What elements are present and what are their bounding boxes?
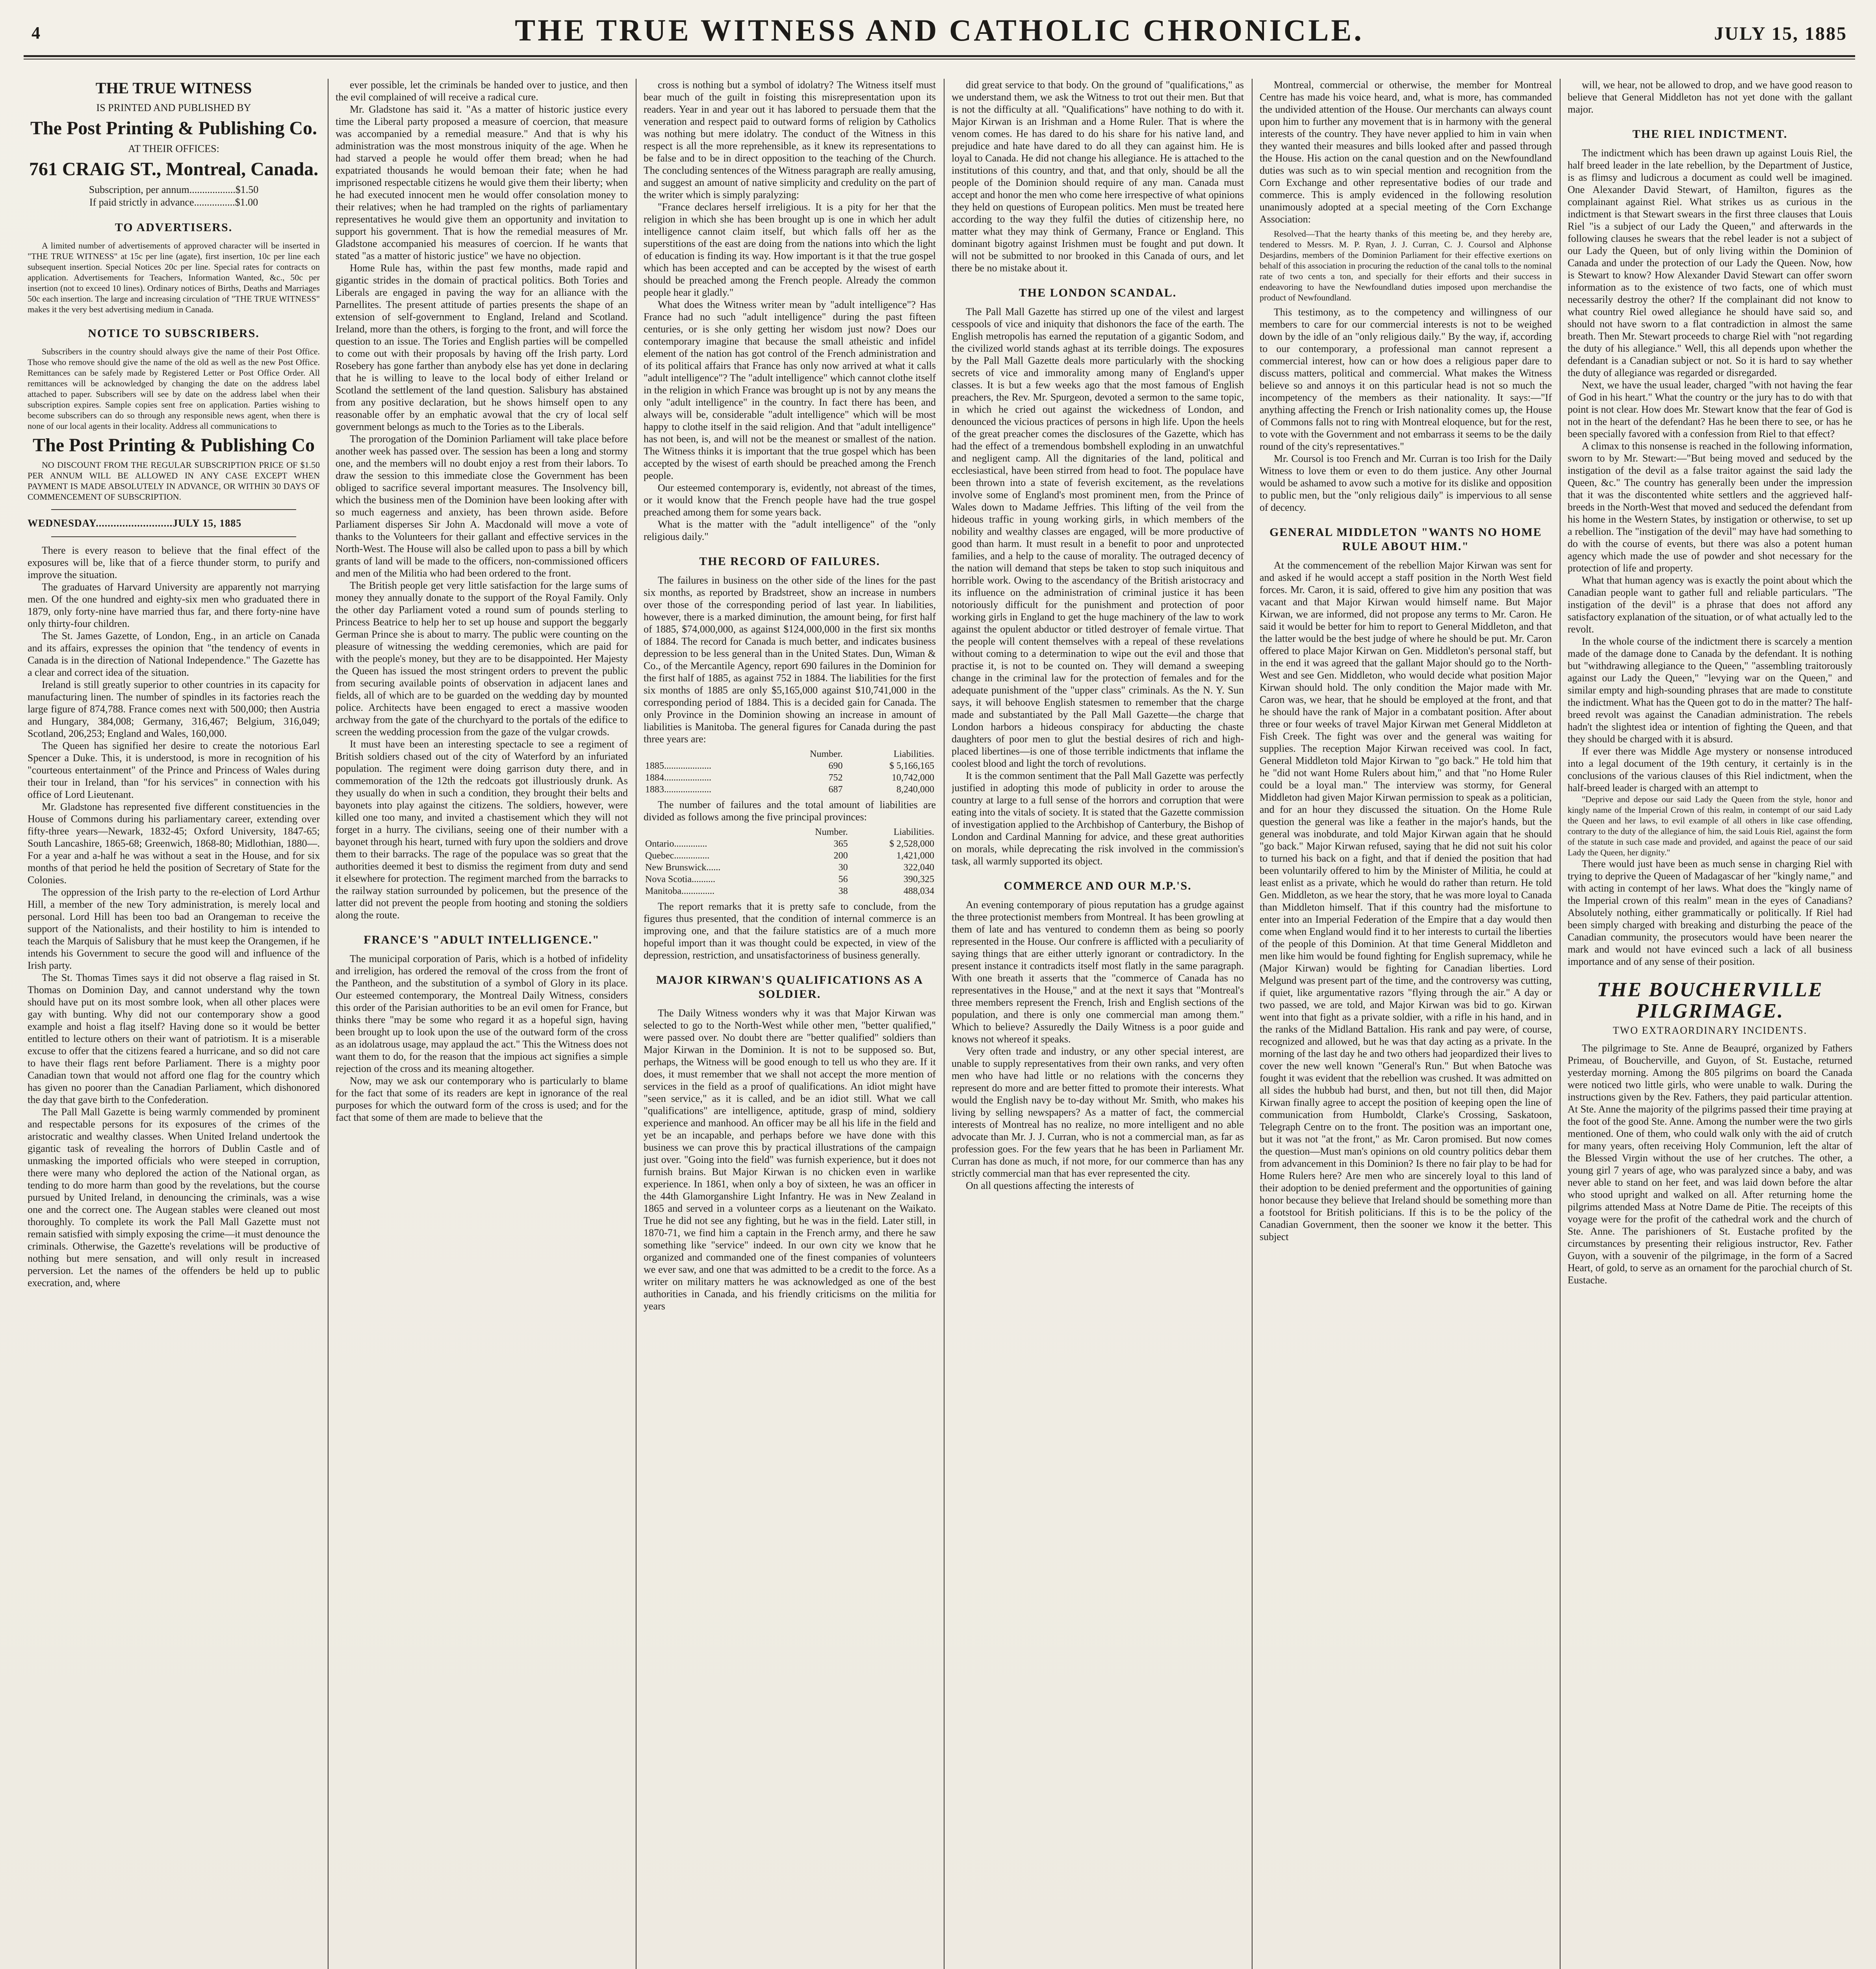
paragraph: It must have been an interesting spectacle to see a regiment of British soldiers chased out of the city of Waterford by an infuriated population. The regiment were doing garrison duty there, and in commemoration of the 12th the redcoats got illustriously drunk. As they usually do when in such a condition, they brought their belts and bayonets into play against the citizens. The soldiers, however, were killed one too many, and invited a chastisement which they will not forget in a hurry. The civilians, seeing one of their number with a bayonet through his heart, turned with fury upon the soldiers and drove them to their barracks. The rage of the populace was so great that the authorities deemed it best to dismiss the regiment from duty and send it elsewhere for protection. The regiment marched from the barracks to the railway station surrounded by policemen, but the presence of the latter did not prevent the people from hooting and stoning the soldiers along the route. xyxy=(336,738,628,921)
paragraph: There is every reason to believe that the final effect of the exposures will be, like that of a fierce thunder storm, to purify and improve the situation. xyxy=(28,545,320,580)
table-cell: Quebec............... xyxy=(645,851,710,861)
paragraph: did great service to that body. On the ground of "qualifications," as we understand them, we ask the Witness to trot out their men. But that is not the difficulty at all. "Qualifications" have nothing to do with it. Major Kirwan is an Irishman and a Home Ruler. That is where the venom comes. He has dared to do his share for his native land, and prejudice and hate have dared to do all they can against him. He is loyal to Canada. He did not change his allegiance. He is attached to the institutions of this country, and that, and that only, should be all the people of the Dominion should require of any man. Canada must accept and honor the men who come here irrespective of what opinions they held on questions of European politics. Men must be treated here according to the way they fulfil the duties of citizenship here, no matter what they may think of Germany, France or England. This dominant bigotry against Irishmen must be fought and put down. It will not be submitted to nor brooked in this Canada of ours, and let there be no mistake about it. xyxy=(952,79,1244,274)
column-3 xyxy=(644,79,936,1969)
table-cell: Ontario.............. xyxy=(645,839,707,849)
paragraph: Mr. Gladstone has represented five different constituencies in the House of Commons during his parliamentary career, extending over fifty-three years—Newark, 1832-45; Oxford University, 1847-65; South Lancashire, 1865-68; Greenwich, 1868-80; Midlothian, 1880—. For a year and a-half he was without a seat in the House, and for six months of that period he held the position of Secretary of State for the Colonies. xyxy=(28,801,320,886)
section-divider xyxy=(51,509,296,510)
paragraph: Ireland is still greatly superior to other countries in its capacity for manufacturing linen. The number of spindles in its factories reach the large figure of 874,788. France comes next with 500,000; then Austria and Hungary, 384,008; Germany, 316,467; Belgium, 316,049; Scotland, 206,253; England and Wales, 160,000. xyxy=(28,679,320,739)
column-6 xyxy=(1568,79,1852,1969)
paragraph: In the whole course of the indictment there is scarcely a mention made of the damage done to Canada by the defendant. It is nothing but "withdrawing allegiance to the Queen," "assembling traitorously against our Lady the Queen," "levying war on the Queen," and similar empty and high-sounding phrases that are made to constitute the indictment. What has the Queen got to do in the matter? The half-breed revolt was against the Canadian administration. The rebels hadn't the slightest idea or intention of fighting the Queen, and that they should be charged with it is absurd. xyxy=(1568,636,1852,745)
table-header-row xyxy=(644,748,936,760)
paragraph: The indictment which has been drawn up against Louis Riel, the half breed leader in the late rebellion, by the Department of Justice, is as flimsy and ludicrous a document as could well be imagined. One Alexander David Stewart, of Hamilton, figures as the complainant against Riel. What strikes us as curious in the indictment is that Stewart swears in the first three clauses that Louis Riel "is a subject of our Lady the Queen," and afterwards in the following clauses he swears that the rebel leader is not a subject of our Lady the Queen, but of only living within the Dominion of Canada and under the protection of our Lady the Queen. Now, how is Stewart to know? How Alexander David Stewart can offer sworn information as to the existence of two facts, one of which must necessarily destroy the other? If the complainant did not know to what country Riel owed allegiance he should have said so, and should not have sworn to a flat contradiction in almost the same breath. Then Mr. Stewart proceeds to charge Riel with "not regarding the duty of his allegiance." Well, this all depends upon whether the defendant is a Canadian subject or not. So it is hard to say whether the duty of allegiance was regarded or disregarded. xyxy=(1568,147,1852,378)
paragraph: The prorogation of the Dominion Parliament will take place before another week has passed over. The session has been a long and stormy one, and the members will no doubt enjoy a rest from their labors. To draw the session to this immediate close the Government has been obliged to sacrifice several important measures. The Insolvency bill, which the business men of the Dominion have been looking after with so much eagerness and anxiety, has been thrown aside. Before Parliament disperses Sir John A. Macdonald will move a vote of thanks to the Volunteers for their gallant and effective services in the North-West. The House will also be called upon to pass a bill by which grants of land will be made to the officers, non-commissioned officers and men of the Militia who had been ordered to the front. xyxy=(336,433,628,579)
paragraph: will, we hear, not be allowed to drop, and we have good reason to believe that General Middleton has not yet done with the gallant major. xyxy=(1568,79,1852,115)
table-row xyxy=(644,784,936,795)
table-cell: New Brunswick...... xyxy=(645,862,721,873)
article-heading: THE RIEL INDICTMENT. xyxy=(1632,128,1788,141)
masthead xyxy=(24,8,1855,71)
failures-table-years xyxy=(644,748,936,795)
paragraph: The municipal corporation of Paris, which is a hotbed of infidelity and irreligion, has ordered the removal of the cross from the front of the Pantheon, and the substitution of a symbol of Glory in its place. Our esteemed contemporary, the Montreal Daily Witness, considers this order of the Parisian authorities to be an evil omen for France, but thinks there "may be some who regard it as a hopeful sign, having been brought up to look upon the use of the outward form of the cross as an idolatrous usage, may applaud the act." This the Witness does not want them to do, for the reason that the impious act signifies a simple rejection of the cross and its meaning altogether. xyxy=(336,953,628,1074)
paragraph: The British people get very little satisfaction for the large sums of money they annually donate to the support of the Royal Family. Only the other day Parliament voted a round sum of pounds sterling to Princess Beatrice to help her to set up house and support the beggarly German Prince she is about to marry. The public were counting on the pleasure of witnessing the wedding ceremonies, which are paid for with the people's money, but they are to be disappointed. Her Majesty the Queen has issued the most stringent orders to prevent the public from securing available points of observation in adjacent lanes and fields, all of which are to be guarded on the wedding day by mounted police. Architects have been engaged to erect a massive wooden archway from the gate of the churchyard to the portals of the edifice to screen the wedding procession from the gaze of the vulgar crowds. xyxy=(336,580,628,738)
paragraph: The report remarks that it is pretty safe to conclude, from the figures thus presented, that the condition of internal commerce is an improving one, and that the failure statistics are of a much more hopeful import than it was thought could be expected, in view of the depression, restriction, and unsatisfactoriness of business generally. xyxy=(644,901,936,961)
table-cell: 687 xyxy=(828,784,843,795)
table-cell: 1884.................... xyxy=(645,773,711,783)
table-cell: Nova Scotia.......... xyxy=(645,874,715,884)
column-1 xyxy=(28,79,320,1969)
paragraph: The graduates of Harvard University are apparently not marrying men. Of the one hundred and eighty-six men who graduated there in 1879, only forty-nine have married thus far, and there forty-nine have only thirty-four children. xyxy=(28,581,320,629)
table-cell: 1885.................... xyxy=(645,761,711,771)
paragraph: cross is nothing but a symbol of idolatry? The Witness itself must bear much of the guilt in foisting this misrepresentation upon its readers. Year in and year out it has labored to persuade them that the veneration and respect paid to outward forms of religion by Catholics was nothing but mere idolatry. The conduct of the Witness in this respect is all the more reprehensible, as it knew its representations to be false and to be in direct opposition to the teaching of the Church. The concluding sentences of the Witness paragraph are really amusing, and suggest an amount of native simplicity and credulity on the part of the writer which is simply paralyzing: xyxy=(644,79,936,200)
subscription-rate: Subscription, per annum..................$1.50 xyxy=(89,184,259,195)
advertisers-notice: A limited number of advertisements of approved character will be inserted in "THE TRUE WITNESS" at 15c per line (agate), first insertion, 10c per line each subsequent insertion. Special Notices 20c per line. Special rates for contracts on application. Advertisements for Teachers, Information Wanted, &c., 50c per insertion (not to exceed 10 lines). Ordinary notices of Births, Deaths and Marriages 50c each insertion. The large and increasing circulation of "THE TRUE WITNESS" makes it the very best advertising medium in Canada. xyxy=(28,241,320,314)
paragraph: The St. Thomas Times says it did not observe a flag raised in St. Thomas on Dominion Day, and cannot understand why the town should have put on its most sombre look, when all other places were gay with bunting. Why did not our contemporary show a good example and hoist a flag itself? Having done so it would be better entitled to lecture others on their want of patriotism. It is a miserable excuse to offer that the citizens feared a hurricane, and so did not care to have their flags rent before Parliament. There is a mighty poor Canadian town that would not afford one flag for the country which has given no poorer than the Canadian Parliament, which dishonored the day that gave birth to the Confederation. xyxy=(28,972,320,1105)
article-subheading: TWO EXTRAORDINARY INCIDENTS. xyxy=(1613,1025,1807,1036)
table-cell: 10,742,000 xyxy=(892,773,934,783)
paragraph: The number of failures and the total amount of liabilities are divided as follows among the five principal provinces: xyxy=(644,799,936,823)
subscribers-heading: NOTICE TO SUBSCRIBERS. xyxy=(88,327,260,340)
paragraph: The Daily Witness wonders why it was that Major Kirwan was selected to go to the North-West while other men, "better qualified," were passed over. No doubt there are "better qualified" soldiers than Major Kirwan in the Dominion. It is not to be supposed so. But, perhaps, the Witness will be good enough to tell us who they are. If it does, it must remember that we shall not accept the more mention of services in the field as a proof of qualifications. An idiot might have "seen service," as it is called, and be an idiot still. What we call "qualifications" are intelligence, aptitude, grasp of mind, soldiery experience and manhood. An officer may be all his life in the field and yet be an incapable, and perhaps before we have done with this business we can prove this by practical illustrations of the campaign just over. "Going into the field" was furnish experience, but it does not furnish brains. But Major Kirwan is no chicken even in warlike experience. In 1861, when only a boy of sixteen, he was an officer in the 44th Glamorganshire Light Infantry. He was in New Zealand in 1865 and served in a volunteer corps as a lieutenant on the Waikato. True he did not see any fighting, but he was in the field. Later still, in 1870-71, we find him a captain in the French army, and there he saw something like "service" indeed. In our own city we know that he organized and commanded one of the finest companies of volunteers we ever saw, and one that was admitted to be a credit to the force. As a writer on military matters he was acknowledged as one of the best authorities in Canada, and his friendly criticisms on the militia for years xyxy=(644,1007,936,1312)
table-header-cell: Number. xyxy=(810,749,843,759)
table-cell: 322,040 xyxy=(904,862,934,873)
table-row xyxy=(644,772,936,784)
column-5 xyxy=(1260,79,1552,1969)
table-cell: 1883.................... xyxy=(645,784,711,795)
table-row xyxy=(644,862,936,873)
column-rule xyxy=(1252,79,1253,1969)
paragraph: At the commencement of the rebellion Major Kirwan was sent for and asked if he would accept a staff position in the North West field forces. Mr. Caron, it is said, offered to give him any position that was vacant and that Major Kirwan would himself name. But Major Kirwan, we are informed, did not propose any terms to Mr. Caron. He said it would be better for him to report to General Middleton, and that the latter would be the best judge of where he should be put. Mr. Caron offered to place Major Kirwan on Gen. Middleton's personal staff, but in the end it was agreed that the gallant Major should go to the North-West and see Gen. Middleton, who would decide what position Major Kirwan should hold. The only condition the Major made with Mr. Caron was, we hear, that he should be employed at the front, and that he should have the rank of Major in a combatant position. After about three or four weeks of travel Major Kirwan met General Middleton at Fish Creek. The fight was over and the general was waiting for supplies. The reception Major Kirwan received was cool. In fact, General Middleton told Major Kirwan to "go back." He told him that he "did not want Home Rulers about him," and that "no Home Ruler could be a loyal man." The interview was stormy, for General Middleton had given Major Kirwan permission to speak as a politician, and for an hour they discussed the situation. On the Home Rule question the general was like a feather in the major's hands, but the general was inobdurate, and told Major Kirwan again that he should "go back." Major Kirwan refused, saying that he did not suit his color to turned his back on a fight, and that if denied the position that had been voluntarily offered to him by the Minister of Militia, he could at least enlist as a private, which he would do rather than return. He told Gen. Middleton, as we hear the story, that he was more loyal to Canada than Middleton himself. That if this country had the misfortune to enter into an Imperial Federation of the Empire that a day would then come when England would find it to her interests to curtail the liberties of the people of this Dominion. At that time General Middleton and men like him would be found fighting for English supremacy, while he (Major Kirwan) would be fighting for Canadian liberties. Lord Melgund was present part of the time, and the controversy was cutting, if quiet, like argumentative razors "flying through the air." A day or two passed, we are told, and Major Kirwan was bid to go. Kirwan went into that fight as a private soldier, with a rifle in his hand, and in the ranks of the Midland Battalion. His rank and pay were, of course, recognized and allowed, but he was that day acting as a private. In the morning of the last day he and two others had jeopardized their lives to cover the new well known "General's Run." But when Batoche was fought it was evident that the rebellion was crushed. It was admitted on all sides the hubbub had burst, and then, but not till then, did Major Kirwan finally agree to accept the position of keeping open the line of communication from Humboldt, Clarke's Crossing, Saskatoon, Telegraph Centre on to the front. The position was an important one, but it was not "at the front," as Mr. Caron promised. But now comes the question—Must man's opinions on old country politics debar them from advancement in this Dominion? Is there no fair play to be had for Home Rulers here? Are men who are sincerely loyal to this land of their adoption to be denied preferment and the opportunities of gaining honor because they believe that Ireland should be something more than a footstool for British politicians. If this is to be the policy of the Canadian Government, then the sooner we know it the better. This subject xyxy=(1260,560,1552,1242)
paragraph: Mr. Gladstone has said it. "As a matter of historic justice every time the Liberal party proposed a measure of coercion, that measure was accompanied by a remedial measure." And that is why his administration was the most monstrous iniquity of the age. When he had starved a people he would offer them bread; when he had expatriated thousands he would bemoan their fate; when he had imprisoned respectable citizens he would give them their liberty; when he had executed innocent men he would offer consolation money to their relatives; when he had trampled on the rights of parliamentary representatives he would give them an opportunity and invitation to support his government. That is how the remedial measures of Mr. Gladstone accompanied his measures of coercion. If he wants that stated "as a matter of historic justice" we have no objection. xyxy=(336,104,628,261)
publisher-address: 761 CRAIG ST., Montreal, Canada. xyxy=(29,159,319,180)
column-2 xyxy=(336,79,628,1969)
publisher-company-repeat: The Post Printing & Publishing Co xyxy=(32,435,315,456)
paragraph: Our esteemed contemporary is, evidently, not abreast of the times, or it would know that the French people have had the true gospel preached among them for some years back. xyxy=(644,482,936,518)
resolution-text: Resolved—That the hearty thanks of this meeting be, and they hereby are, tendered to Messrs. M. P. Ryan, J. J. Curran, C. J. Coursol and Alphonse Desjardins, members of the Dominion Parliament for their effective exertions on behalf of this association in procuring the reduction of the canal tolls to the nominal rate of two cents a ton, and specially for their efforts and their success in endeavoring to have the Newfoundland duties imposed upon merchandise the product of Newfoundland. xyxy=(1260,229,1552,302)
table-header-cell: Liabilities. xyxy=(893,827,934,837)
article-heading: THE RECORD OF FAILURES. xyxy=(699,555,880,568)
paragraph: What is the matter with the "adult intelligence" of the "only religious daily." xyxy=(644,519,936,542)
table-row xyxy=(644,838,936,850)
masthead-rule xyxy=(24,55,1855,59)
table-cell: $ 2,528,000 xyxy=(889,839,934,849)
column-rule xyxy=(1560,79,1561,1969)
paragraph: This testimony, as to the competency and willingness of our members to care for our commercial interests is not to be weighed down by the idle of an "only religious daily." By the way, if, according to our contemporary, a professional man cannot represent a commercial interest, how can or how does a religious paper dare to discuss matters, political and commercial. What makes the Witness believe so and annoys it on this particular head is not so much the incompetency of the members as their nationality. It says:—"If anything affecting the French or Irish nationality comes up, the House of Commons falls not to ring with Montreal eloquence, but for the rest, to vote with the Government and not embarrass it seems to be the daily round of the city's representatives." xyxy=(1260,306,1552,452)
paragraph: "Deprive and depose our said Lady the Queen from the style, honor and kingly name of the Imperial Crown of this realm, in contempt of our said Lady the Queen and her laws, to evil example of all others in like case offending, contrary to the duty of the allegiance of him, the said Louis Riel, against the form of the statute in such case made and provided, and against the peace of our said Lady the Queen, her dignity." xyxy=(1568,794,1852,857)
table-header-cell: Liabilities. xyxy=(893,749,934,759)
paragraph: The Pall Mall Gazette is being warmly commended by prominent and respectable persons for its exposures of the crimes of the aristocratic and wealthy classes. When United Ireland undertook the gigantic task of revealing the horrors of Dublin Castle and of unmasking the imported officials who were steeped in corruption, there were many who deplored the action of the National organ, as tending to do more harm than good by the revelations, but the course pursued by United Ireland, in denouncing the criminals, was a wise one and the correct one. The Augean stables were cleaned out most thoroughly. To complete its work the Pall Mall Gazette must not remain satisfied with simply exposing the crime—it must denounce the criminals. Otherwise, the Gazette's revelations will be productive of nothing but mere sensation, and will only result in increased perversion. Let the names of the offenders be held up to public execration, and, where xyxy=(28,1106,320,1289)
paragraph: Montreal, commercial or otherwise, the member for Montreal Centre has made his voice heard, and, what is more, has commanded the undivided attention of the House. Our merchants can always count upon him to further any movement that is in harmony with the general interests of the country. They have never applied to him in vain when they wanted their measures and bills looked after and passed through the House. His action on the canal question and on the Newfoundland duties was such as to win special mention and recognition from the Corn Exchange and other representative bodies of our trade and commerce. This is amply evidenced in the following resolution unanimously adopted at a special meeting of the Corn Exchange Association: xyxy=(1260,79,1552,225)
publisher-company: The Post Printing & Publishing Co. xyxy=(30,118,317,139)
table-cell: 38 xyxy=(838,886,848,896)
article-heading: MAJOR KIRWAN'S QUALIFICATIONS AS A SOLDIER. xyxy=(656,973,924,1001)
table-cell: 365 xyxy=(833,839,848,849)
article-heading: THE LONDON SCANDAL. xyxy=(1019,286,1177,299)
paragraph: On all questions affecting the interests of xyxy=(966,1180,1134,1191)
paragraph: The Pall Mall Gazette has stirred up one of the vilest and largest cesspools of vice and iniquity that dishonors the face of the earth. The English metropolis has earned the reputation of a gigantic Sodom, and the civilized world stands aghast at its terrible doings. The exposures by the Pall Mall Gazette deals more particularly with the shocking secrets of vice and immorality among many of England's upper classes. It is but a few weeks ago that the most famous of English preachers, the Rev. Mr. Spurgeon, devoted a sermon to the same topic, in which he cried out against the wickedness of London, and denounced the vicious practices of persons in high life. Upon the heels of the great preacher comes the disclosures of the Gazette, which has had the effect of a tremendous bombshell exploding in an unwatchful and negligent camp. All the dignitaries of the land, political and ecclesiastical, have been stirred from head to foot. The populace have been thrown into a state of feverish excitement, as the revelations involve some of England's most prominent men, from the Prince of Wales down to Madame Jeffries. This lifting of the veil from the hideous traffic in young working girls, in which members of the nobility and wealthy classes are engaged, will be more productive of good than harm. It must result in a benefit to poor and unprotected families, and a help to the cause of morality. The outraged decency of the nation will demand that steps be taken to stop such iniquitous and horrible work. Owing to the ascendancy of the British aristocracy and its influence on the administration of criminal justice it has been notoriously difficult for the punishment and protection of poor working girls in England to get the huge machinery of the law to work against the opulent abductor or titled destroyer of female virtue. That the people will content themselves with a repeal of these revelations without coming to a determination to wipe out the evil and those that practise it, is not to be counted on. They will demand a sweeping change in the criminal law for the protection of females and for the adequate punishment of the "upper class" criminals. As the N. Y. Sun says, it will behoove English statesmen to remember that the charge made and substantiated by the Pall Mall Gazette—the charge that London harbors a hideous conspiracy for abducting the chaste daughters of poor men to glut the bestial desires of rich and high-placed libertines—is one of those terrible indictments that inflame the coolest blood and light the torch of revolutions. xyxy=(952,306,1244,769)
article-heading: GENERAL MIDDLETON "WANTS NO HOME RULE ABOUT HIM." xyxy=(1269,526,1542,553)
table-cell: 390,325 xyxy=(904,874,934,884)
table-cell: $ 5,166,165 xyxy=(889,761,934,771)
table-header-cell: Number. xyxy=(815,827,848,837)
paragraph: The oppression of the Irish party to the re-election of Lord Arthur Hill, a member of the new Tory administration, is merely local and personal. Lord Hill has been too bad an Orangeman to receive the support of the Nationalists, and their hostility to him is intended to teach the Marquis of Salisbury that he must keep the Orangemen, if he intends his Government to secure the good will and influence of the Irish party. xyxy=(28,886,320,971)
column-4 xyxy=(952,79,1244,1969)
discount-notice: NO DISCOUNT FROM THE REGULAR SUBSCRIPTION PRICE OF $1.50 PER ANNUM WILL BE ALLOWED IN ANY CASE EXCEPT WHEN PAYMENT IS MADE ABSOLUTELY IN ADVANCE, OR WITHIN 30 DAYS OF COMMENCEMENT OF SUBSCRIPTION. xyxy=(28,460,320,502)
paragraph: Next, we have the usual leader, charged "with not having the fear of God in his heart." What the country or the jury has to do with that point is not clear. How does Mr. Stewart know that the fear of God is not in the heart of the defendant? Has he been there to see, or has he been specially favored with a confession from Riel to that effect? xyxy=(1568,379,1852,439)
section-divider xyxy=(51,536,296,537)
table-row xyxy=(644,873,936,885)
subscribers-notice: Subscribers in the country should always give the name of their Post Office. Those who remove should give the name of the old as well as the new Post Office. Remittances can be safely made by Registered Letter or Post Office Order. All remittances will be acknowledged by changing the date on the address label attached to paper. Subscribers will see by date on the address label when their subscription expires. Sample copies sent free on application. Parties wishing to become subscribers can do so through any responsible news agent, when there is none of our local agents in their locality. Address all communications to xyxy=(28,347,320,431)
newspaper-title: THE TRUE WITNESS AND CATHOLIC CHRONICLE. xyxy=(515,13,1364,47)
paragraph: There would just have been as much sense in charging Riel with trying to deprive the Queen of Madagascar of her "kingly name," and with acting in contempt of her laws. What does the "kingly name of the Imperial crown of this realm" mean in the eyes of Canadians? Absolutely nothing, either grammatically or politically. If Riel had been simply charged with breaking and disturbing the peace of the Canadian community, the prosecutors would have been nearer the mark and would not have evinced such a lack of all business importance and of any sense of their position. xyxy=(1568,858,1852,967)
advertisers-heading: TO ADVERTISERS. xyxy=(115,221,233,234)
table-header-cell xyxy=(644,826,785,838)
paragraph: The Queen has signified her desire to create the notorious Earl Spencer a Duke. This, it is understood, is more in recognition of his "courteous entertainment" of the Prince and Princess of Wales during their tour in Ireland, than "for his services" in connection with his office of Lord Lieutenant. xyxy=(28,740,320,800)
paragraph: If ever there was Middle Age mystery or nonsense introduced into a legal document of the 19th century, it certainly is in the conclusions of the various clauses of this Riel indictment, when the half-breed leader is charged with an attempt to xyxy=(1568,745,1852,794)
table-cell: 200 xyxy=(833,851,848,861)
table-cell: Manitoba.............. xyxy=(645,886,714,896)
table-header-cell xyxy=(644,748,776,760)
article-heading: FRANCE'S "ADULT INTELLIGENCE." xyxy=(364,933,600,946)
paragraph: What that human agency was is exactly the point about which the Canadian people want to gather full and reliable particulars. "The instigation of the devil" is a phrase that does not afford any satisfactory explanation of the situation, or of what actually led to the revolt. xyxy=(1568,575,1852,635)
paragraph: Very often trade and industry, or any other special interest, are unable to supply representatives from their own ranks, and very often men who have had little or no relations with the concerns they represent do more and are better fitted to promote their interests. What would the English navy be to-day without Mr. Smith, who makes his living by selling newspapers? As a matter of fact, the commercial interests of Montreal has no realize, no more intelligent and no able advocate than Mr. J. J. Curran, who is not a commercial man, as far as profession goes. For the few years that he has been in Parliament Mr. Curran has done as much, if not more, for our commerce than has any strictly commercial man that has ever represented the city. xyxy=(952,1046,1244,1179)
table-row xyxy=(644,760,936,772)
table-cell: 752 xyxy=(828,773,843,783)
failures-table-provinces xyxy=(644,826,936,897)
table-header-row xyxy=(644,826,936,838)
table-cell: 30 xyxy=(838,862,848,873)
article-heading: COMMERCE AND OUR M.P.'S. xyxy=(1004,879,1192,892)
paragraph: The pilgrimage to Ste. Anne de Beaupré, organized by Fathers Primeau, of Boucherville, and Guyon, of St. Eustache, returned yesterday morning. Among the 805 pilgrims on board the Canada were noticed two little girls, who were unable to walk. During the instructions given by the Rev. Fathers, they paid particular attention. At Ste. Anne the majority of the pilgrims passed their time praying at the foot of the good Ste. Anne. Among the number were the two girls mentioned. One of them, who could walk only with the aid of crutch for many years, often receiving Holy Communion, left the altar of the Blessed Virgin without the use of her crutches. The other, a young girl 7 years of age, who was paralyzed since a baby, and was never able to stand on her feet, and was laid down before the altar who stood upright and walked on all. After returning home the pilgrims attended Mass at Notre Dame de Pitie. The receipts of this voyage were for the profit of the cathedral work and the church of Ste. Anne. The parishioners of St. Eustache profited by the circumstances by presenting their religious instructor, Rev. Father Guyon, with a souvenir of the pilgrimage, in the form of a Sacred Heart, of gold, to serve as an ornament for the parochial church of St. Eustache. xyxy=(1568,1042,1852,1286)
paragraph: What does the Witness writer mean by "adult intelligence"? Has France had no such "adult intelligence" during the past fifteen centuries, or is she only getting her wisdom just now? Does our contemporary imagine that because the small atheistic and infidel element of the nation has got control of the French administration and of its political affairs that France has only now arrived at what it calls "adult intelligence"? The "adult intelligence" which cannot clothe itself in the religion in which France was brought up is not by any means the only "adult intelligence" in the country. In fact there has been, and always will be, considerable "adult intelligence" which will be most happy to clothe itself in the said religion. And that "adult intelligence" has not been, is, and will not be the meanest or smallest of the nation. The Witness thinks it is important that the true gospel which has been accepted by the wisest of earth should be preached among the French people. xyxy=(644,299,936,481)
paragraph: The St. James Gazette, of London, Eng., in an article on Canada and its affairs, expresses the opinion that "the tendency of events in Canada is in the direction of National Independence." The Gazette has a clear and correct idea of the situation. xyxy=(28,630,320,678)
publisher-box xyxy=(28,79,320,502)
table-row xyxy=(644,885,936,897)
dateline: WEDNESDAY..........................JULY 15, 1885 xyxy=(28,517,242,529)
table-cell: 690 xyxy=(828,761,843,771)
publisher-title: THE TRUE WITNESS xyxy=(95,79,252,97)
article-heading: THE BOUCHERVILLE PILGRIMAGE. xyxy=(1597,979,1823,1022)
paragraph: Now, may we ask our contemporary who is particularly to blame for the fact that some of its readers are kept in ignorance of the real purposes for which the outward form of the cross is used; and for the fact that some of them are made to believe that the xyxy=(336,1075,628,1123)
publisher-line: IS PRINTED AND PUBLISHED BY xyxy=(96,102,251,113)
paragraph: It is the common sentiment that the Pall Mall Gazette was perfectly justified in adopting this mode of publicity in order to arouse the country at large to a full sense of the horrors and corruption that were eating into the vitals of society. It is stated that the Gazette commission of investigation applied to the Archbishop of Canterbury, the Bishop of London and Cardinal Manning for advice, and these great authorities on morals, while deprecating the risk involved in the commission's task, all warmly supported its object. xyxy=(952,770,1244,867)
table-row xyxy=(644,850,936,862)
paragraph: Home Rule has, within the past few months, made rapid and gigantic strides in the domain of practical politics. Both Tories and Liberals are engaged in paving the way for an alliance with the Parnellites. The present attitude of parties presents the shape of an extension of self-government to England, Ireland and Scotland. Ireland, more than the others, is forging to the front, and will force the question to an issue. The Tories and English parties will be compelled to come out with their proposals by having off the Irish party. Lord Rosebery has gone farther than anybody else has yet done in declaring that he is willing to leave to the local body of either Ireland or Scotland the settlement of the land question. Salisbury has abstained from any positive declaration, but he shows himself open to any reasonable offer by an emphatic avowal that the cry of local self government belongs as much to the Tories as to the Liberals. xyxy=(336,262,628,432)
table-cell: 8,240,000 xyxy=(896,784,934,795)
paragraph: ever possible, let the criminals be handed over to justice, and then the evil complained of will receive a radical cure. xyxy=(336,79,628,103)
publisher-at: AT THEIR OFFICES: xyxy=(128,143,219,154)
paragraph: An evening contemporary of pious reputation has a grudge against the three protectionist members from Montreal. It has been growling at them of late and has ventured to condemn them as being so poorly represented in the House. Our confrere is afflicted with a peculiarity of saying things that are either utterly ignorant or contradictory. In the present instance it contradicts itself most flatly in the same paragraph. With one breath it asserts that the "commerce of Canada has no representatives in the House," and at the next it says that "Montreal's three members represent the French, Irish and English sections of the population, and there is only one commercial man among them." Which to believe? Assuredly the Daily Witness is a poor guide and knows not whereof it speaks. xyxy=(952,899,1244,1045)
paragraph: Mr. Coursol is too French and Mr. Curran is too Irish for the Daily Witness to love them or even to do them justice. Any other Journal would be ashamed to avow such a motive for its dislike and opposition to public men, but the "only religious daily" is impervious to all sense of decency. xyxy=(1260,453,1552,513)
paragraph: "France declares herself irreligious. It is a pity for her that the religion in which she has been brought up is one in which her adult intelligence cannot claim itself, but which falls off her as the superstitions of the east are doing from the nations into which the light of education is finding its way. How important is it that the true gospel which has been accepted and can be accepted by the wisest of earth should be preached among the French people. Already the common people hear it gladly." xyxy=(644,201,936,298)
subscription-advance-rate: If paid strictly in advance................$1.00 xyxy=(89,197,258,208)
table-cell: 1,421,000 xyxy=(896,851,934,861)
page-number: 4 xyxy=(32,23,40,43)
table-cell: 488,034 xyxy=(904,886,934,896)
table-cell: 56 xyxy=(838,874,848,884)
paragraph: The failures in business on the other side of the lines for the past six months, as reported by Bradstreet, show an increase in numbers over those of the corresponding period of last year. In liabilities, however, there is a marked diminution, the amount being, for first half of 1885, $74,000,000, as against $124,000,000 in the first six months of 1884. The record for Canada is much better, and indicates business depression to be less general than in the United States. Dun, Wiman & Co., of the Mercantile Agency, report 690 failures in the Dominion for the first half of 1885, as against 752 in 1884. The liabilities for the first six months of 1885 are only $5,165,000 against $10,741,000 in the corresponding period of 1884. This is a decided gain for Canada. The only Province in the Dominion showing an increase in amount of liabilities is Manitoba. The general figures for Canada during the past three years are: xyxy=(644,575,936,745)
issue-date: JULY 15, 1885 xyxy=(1714,23,1847,44)
paragraph: A climax to this nonsense is reached in the following information, sworn to by Mr. Stewart:—"But being moved and seduced by the instigation of the devil as a false traitor against the said lady the Queen, &c." The country has generally been under the impression that it was the discontented white settlers and the aggrieved half-breeds in the North-West that moved and seduced the defendant from his home in the Western States, by instigation or otherwise, to set up a rebellion. The "instigation of the devil" may have had something to do with the course of events, but there was also a potent human agency which made the use of powder and shot necessary for the protection of life and property. xyxy=(1568,440,1852,574)
